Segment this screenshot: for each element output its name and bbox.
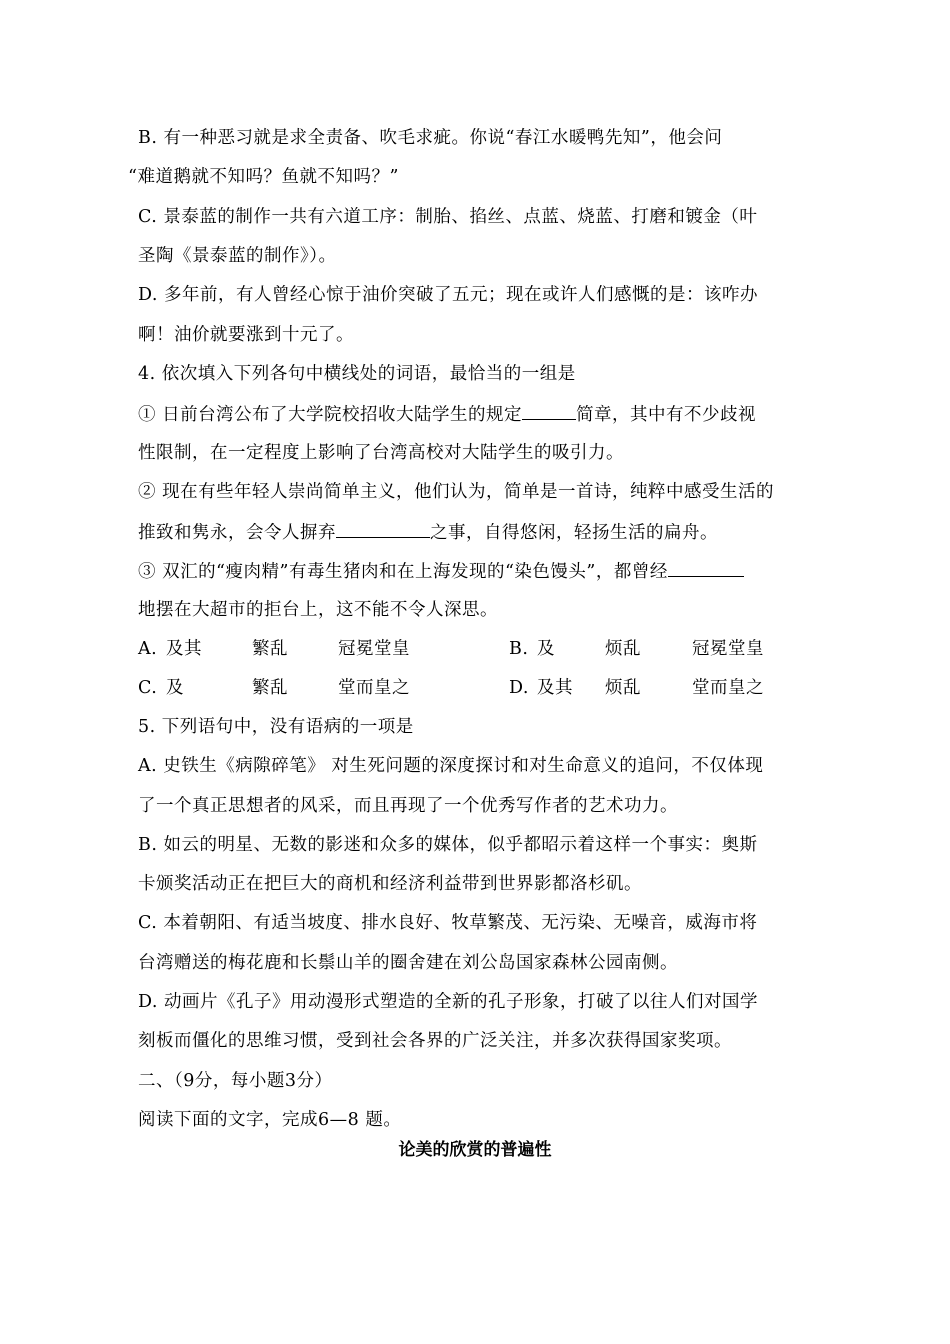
q4-sentence3-line2: 地摆在大超市的拒台上，这不能不令人深思。	[138, 600, 498, 620]
q3-option-c-line1: C. 景泰蓝的制作一共有六道工序：制胎、掐丝、点蓝、烧蓝、打磨和镀金（叶	[138, 207, 758, 227]
fill-blank-3	[668, 558, 744, 577]
q3-option-b-line2: “难道鹅就不知吗？鱼就不知吗？”	[128, 167, 399, 187]
q5-option-a-line1: A. 史铁生《病隙碎笔》 对生死问题的深度探讨和对生命意义的追问，不仅体现	[138, 756, 764, 776]
q4-option-c-word1: 及	[166, 678, 184, 698]
q3-option-d-line1: D. 多年前，有人曾经心惊于油价突破了五元；现在或许人们感慨的是：该咋办	[138, 285, 759, 305]
q5-stem: 5. 下列语句中，没有语病的一项是	[138, 717, 414, 737]
q4-option-d-word3: 堂而皇之	[692, 678, 764, 698]
q3-option-d-line2: 啊！油价就要涨到十元了。	[138, 325, 354, 345]
q4-option-a-word1: 及其	[166, 639, 202, 659]
q4-option-c-word3: 堂而皇之	[338, 678, 410, 698]
q5-option-d-line1: D. 动画片《孔子》用动漫形式塑造的全新的孔子形象，打破了以往人们对国学	[138, 992, 759, 1012]
q4-option-b-word1: 及	[537, 639, 555, 659]
q5-option-c-line2: 台湾赠送的梅花鹿和长鬃山羊的圈舍建在刘公岛国家森林公园南侧。	[138, 953, 678, 973]
q4-s2-text-b: 之事，自得悠闲，轻扬生活的扁舟。	[430, 523, 718, 543]
q4-s1-text-b: 简章，其中有不少歧视	[576, 405, 757, 425]
q4-option-d-letter: D.	[509, 678, 529, 698]
fill-blank-2	[336, 519, 430, 538]
q4-sentence3-line1	[138, 558, 818, 584]
q4-option-b-word3: 冠冕堂皇	[692, 639, 764, 659]
q4-sentence1-line2: 性限制，在一定程度上影响了台湾高校对大陆学生的吸引力。	[138, 443, 624, 463]
q4-s3-text: ③ 双汇的“瘦肉精”有毒生猪肉和在上海发现的“染色馒头”，都曾经	[138, 562, 668, 582]
q4-sentence2-line2	[138, 519, 818, 545]
q4-stem: 4. 依次填入下列各句中横线处的词语，最恰当的一组是	[138, 364, 576, 384]
q5-option-b-line1: B. 如云的明星、无数的影迷和众多的媒体，似乎都昭示着这样一个事实：奥斯	[138, 835, 758, 855]
q4-option-b-letter: B.	[509, 639, 529, 659]
section2-heading: 二、（9分，每小题3分）	[138, 1071, 333, 1091]
q4-option-b-word2: 烦乱	[605, 639, 641, 659]
fill-blank-1	[522, 401, 576, 420]
q4-sentence1-line1	[138, 401, 818, 427]
q4-s2-text-a: 推致和隽永，会令人摒弃	[138, 523, 336, 543]
q4-option-c-word2: 繁乱	[252, 678, 288, 698]
q4-option-a-word2: 繁乱	[252, 639, 288, 659]
q4-option-a-letter: A.	[138, 639, 158, 659]
q5-option-b-line2: 卡颁奖活动正在把巨大的商机和经济利益带到世界影都洛杉矶。	[138, 874, 642, 894]
q4-option-d-word2: 烦乱	[605, 678, 641, 698]
q4-option-a-word3: 冠冕堂皇	[338, 639, 410, 659]
q4-s1-text-a: ① 日前台湾公布了大学院校招收大陆学生的规定	[138, 405, 523, 425]
q3-option-c-line2: 圣陶《景泰蓝的制作》）。	[138, 246, 337, 266]
q4-option-c-letter: C.	[138, 678, 158, 698]
q5-option-a-line2: 了一个真正思想者的风采，而且再现了一个优秀写作者的艺术功力。	[138, 796, 678, 816]
q5-option-d-line2: 刻板而僵化的思维习惯，受到社会各界的广泛关注，并多次获得国家奖项。	[138, 1031, 732, 1051]
q4-option-d-word1: 及其	[537, 678, 573, 698]
q3-option-b-line1: B. 有一种恶习就是求全责备、吹毛求疵。你说“春江水暖鸭先知”，他会问	[138, 128, 723, 148]
q5-option-c-line1: C. 本着朝阳、有适当坡度、排水良好、牧草繁茂、无污染、无噪音，威海市将	[138, 913, 758, 933]
q4-sentence2-line1: ② 现在有些年轻人崇尚简单主义，他们认为，简单是一首诗，纯粹中感受生活的	[138, 482, 775, 502]
section2-instruction: 阅读下面的文字，完成6—8 题。	[138, 1110, 402, 1130]
article-title: 论美的欣赏的普遍性	[398, 1140, 552, 1160]
